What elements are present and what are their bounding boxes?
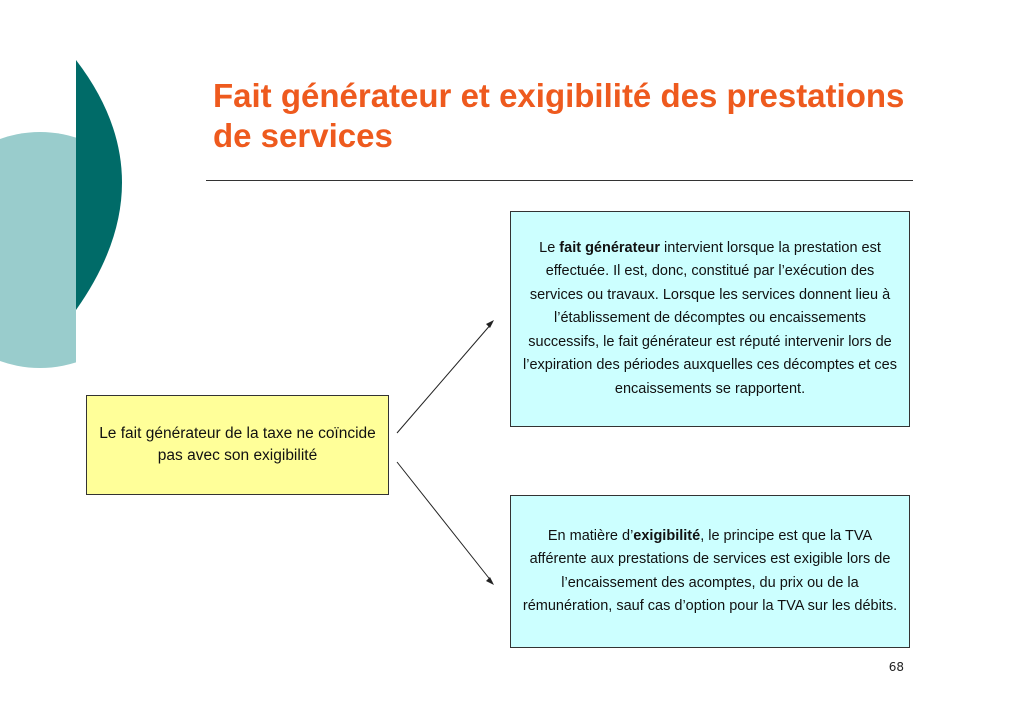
exigibilite-lead: En matière d’ [547,527,634,544]
arrow-up-line [397,323,492,433]
exigibilite-box [510,495,910,648]
exigibilite-term: exigibilité [633,527,701,544]
title-divider [206,180,913,181]
fait-generateur-box [510,211,910,427]
fait-generateur-body: intervient lorsque la prestation est effectuée. Il est, donc, constitué par l’exécution des services ou travaux. Lorsque les services donnent lieu à l’établissement de décomptes ou encaissements successifs, le fait générateur est réputé intervenir lors de l’expiration des périodes auxquelles ces décomptes et ces encaissements se rapportent. [523,239,897,397]
exigibilite-text [519,525,901,619]
taxable-event-text: Le fait générateur de la taxe ne coïncide pas avec son exigibilité [99,425,376,464]
page-number: 68 [888,660,904,674]
decor-dark-arc [76,60,122,310]
fait-generateur-term: fait générateur [559,239,661,256]
arrow-down-head [486,577,494,585]
decor-white-edge [0,0,76,56]
exigibilite-body: , le principe est que la TVA afférente aux prestations de services est exigible lors de l’encaissement des acomptes, du prix ou de la rémunération, sauf cas d’option pour la TVA sur les débits. [522,527,898,614]
arrow-up-head [486,320,494,328]
fait-generateur-lead: Le [539,239,560,256]
arrow-down-line [397,462,492,582]
slide-title: Fait générateur et exigibilité des prestations de services [213,77,905,154]
taxable-event-box [86,395,389,495]
fait-generateur-text [519,237,901,402]
